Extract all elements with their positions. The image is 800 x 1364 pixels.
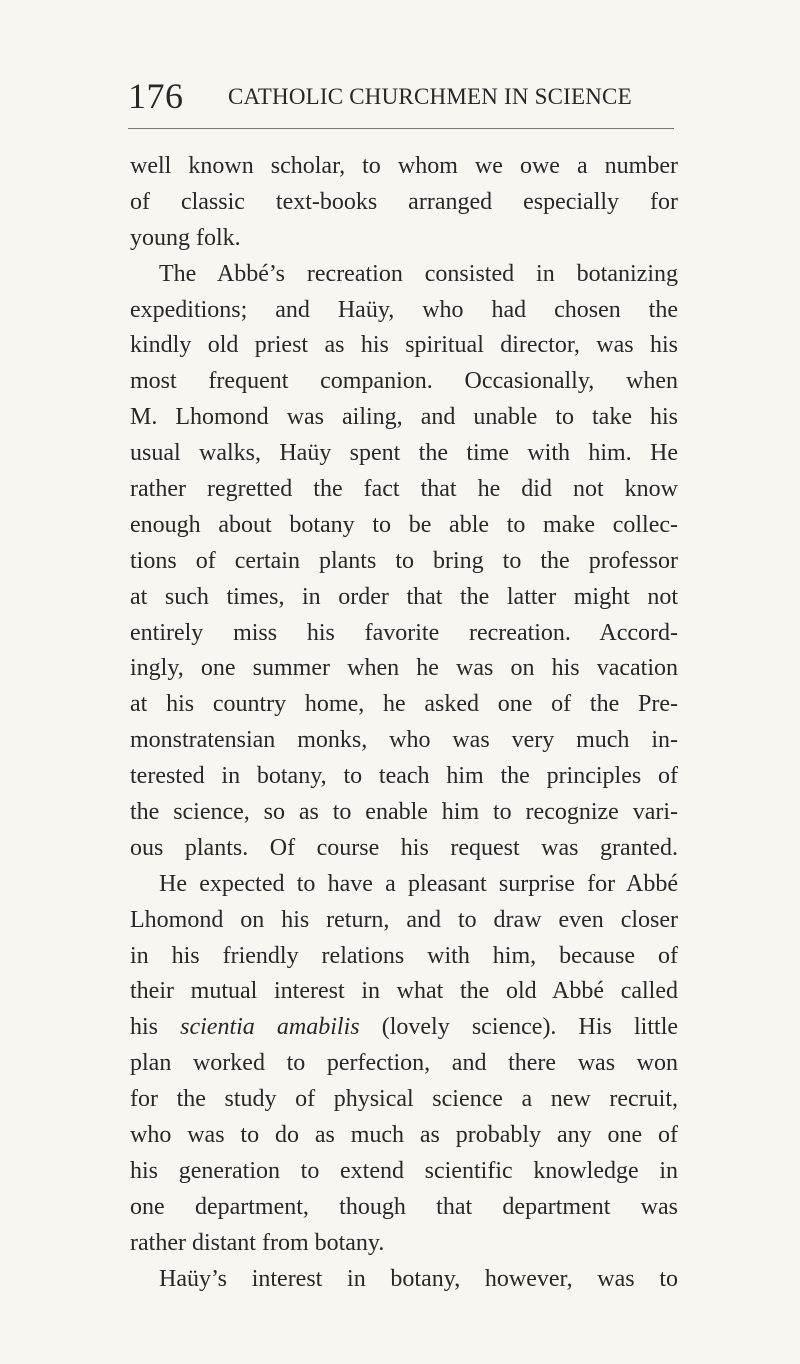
text-line: terested in botany, to teach him the principles of [130, 763, 678, 790]
text-fragment: his [130, 1014, 159, 1041]
text-line: kindly old priest as his spiritual director, was his [130, 332, 678, 359]
text-line: their mutual interest in what the old Abbé called [130, 978, 678, 1005]
text-line: monstratensian monks, who was very much in- [130, 727, 678, 754]
text-line: M. Lhomond was ailing, and unable to take his [130, 404, 678, 431]
running-title: CATHOLIC CHURCHMEN IN SCIENCE [228, 84, 632, 109]
text-line: He expected to have a pleasant surprise for Abbé [159, 870, 678, 897]
text-line: most frequent companion. Occasionally, when [130, 368, 678, 395]
text-line: Haüy’s interest in botany, however, was to [159, 1265, 678, 1292]
text-line: one department, though that department was [130, 1193, 678, 1220]
text-line: who was to do as much as probably any one of [130, 1122, 678, 1149]
text-line: Lhomond on his return, and to draw even closer [130, 906, 678, 933]
text-line: for the study of physical science a new recruit, [130, 1086, 678, 1113]
text-line: entirely miss his favorite recreation. Accord- [130, 619, 678, 646]
text-line: enough about botany to be able to make collec- [130, 511, 678, 538]
page-number: 176 [128, 76, 184, 116]
text-line: of classic text-books arranged especially for [130, 188, 678, 215]
body-text [130, 149, 678, 1298]
header-rule [128, 128, 674, 129]
text-line: young folk. [130, 224, 241, 251]
text-line: usual walks, Haüy spent the time with him. He [130, 440, 678, 467]
text-line: ingly, one summer when he was on his vacation [130, 655, 678, 682]
text-line: rather regretted the fact that he did not know [130, 476, 678, 503]
running-head [128, 76, 658, 116]
text-line: The Abbé’s recreation consisted in botanizing [159, 260, 678, 287]
text-line: plan worked to perfection, and there was won [130, 1050, 678, 1077]
text-line: his generation to extend scientific knowledge in [130, 1157, 678, 1184]
text-line: at his country home, he asked one of the Pre- [130, 691, 678, 718]
italic-phrase: scientia amabilis [180, 1014, 360, 1041]
text-line: rather distant from botany. [130, 1229, 385, 1256]
text-line: in his friendly relations with him, because of [130, 942, 678, 969]
text-line: tions of certain plants to bring to the professor [130, 547, 678, 574]
text-line: expeditions; and Haüy, who had chosen the [130, 296, 678, 323]
text-line: at such times, in order that the latter might not [130, 583, 678, 610]
text-line: the science, so as to enable him to recognize vari- [130, 799, 678, 826]
text-fragment: (lovely science). His little [381, 1014, 679, 1041]
text-line-italic-phrase [130, 1010, 678, 1046]
text-line: ous plants. Of course his request was granted. [130, 834, 678, 861]
text-line: well known scholar, to whom we owe a number [130, 153, 678, 179]
